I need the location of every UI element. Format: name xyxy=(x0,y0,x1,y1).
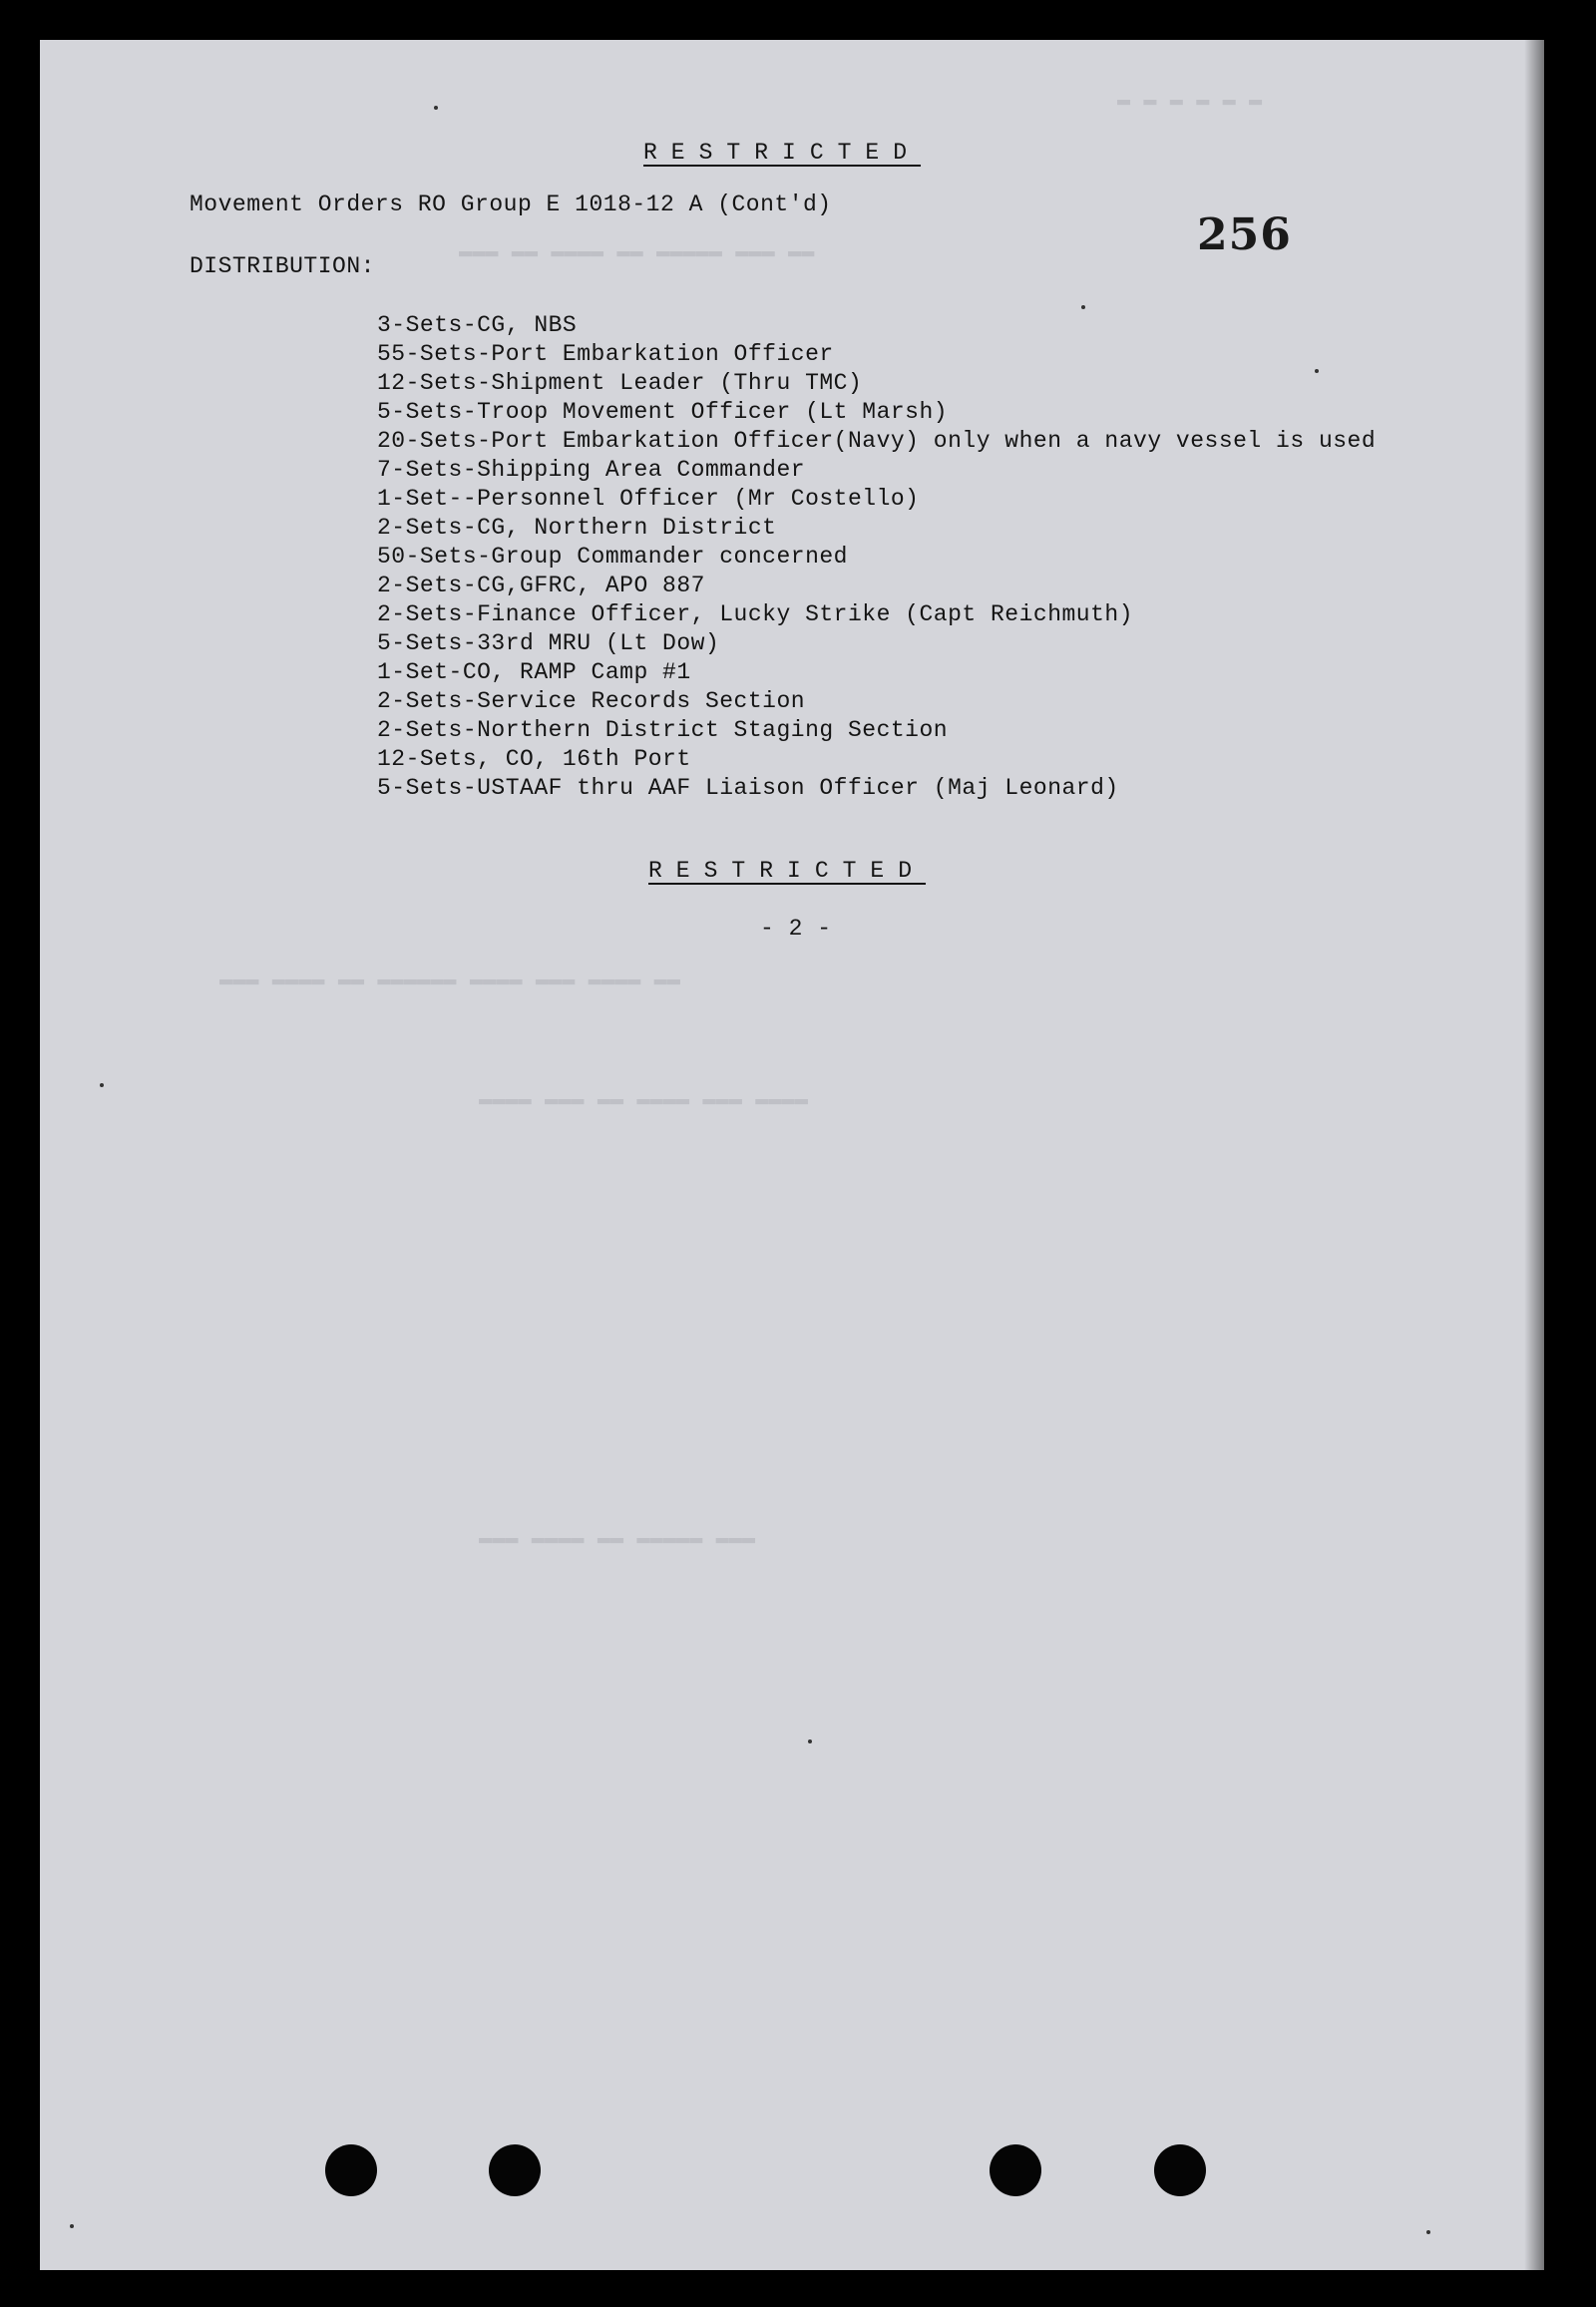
list-item: 2-Sets-CG, Northern District xyxy=(377,515,777,541)
list-item: 1-Set-CO, RAMP Camp #1 xyxy=(377,659,691,685)
speck xyxy=(70,2224,74,2228)
list-item: 20-Sets-Port Embarkation Officer(Navy) only when a navy vessel is used xyxy=(377,428,1377,454)
list-item: 2-Sets-CG,GFRC, APO 887 xyxy=(377,573,705,598)
distribution-label: DISTRIBUTION: xyxy=(190,253,375,279)
page-edge-shadow xyxy=(1524,40,1544,2270)
list-item: 7-Sets-Shipping Area Commander xyxy=(377,457,806,483)
distribution-list xyxy=(377,311,1376,803)
document-page xyxy=(40,40,1544,2270)
page-number: - 2 - xyxy=(760,916,832,942)
bleed-through-text: ▬ ▬ ▬ ▬ ▬ ▬ xyxy=(1117,88,1263,113)
list-item: 2-Sets-Finance Officer, Lucky Strike (Capt Reichmuth) xyxy=(377,601,1134,627)
list-item: 5-Sets-USTAAF thru AAF Liaison Officer (Maj Leonard) xyxy=(377,775,1119,801)
speck xyxy=(1081,305,1085,309)
stamp-number: 256 xyxy=(1197,209,1292,260)
list-item: 1-Set--Personnel Officer (Mr Costello) xyxy=(377,486,920,512)
list-item: 55-Sets-Port Embarkation Officer xyxy=(377,341,834,367)
list-item: 2-Sets-Service Records Section xyxy=(377,688,806,714)
bleed-through-text: ▬▬▬▬ ▬▬▬ ▬▬ ▬▬▬▬ ▬▬▬ ▬▬▬▬ xyxy=(479,1087,809,1112)
speck xyxy=(1426,2230,1430,2234)
speck xyxy=(100,1083,104,1087)
punch-hole xyxy=(1154,2144,1206,2196)
list-item: 5-Sets-33rd MRU (Lt Dow) xyxy=(377,630,720,656)
list-item: 50-Sets-Group Commander concerned xyxy=(377,544,848,570)
list-item: 2-Sets-Northern District Staging Section xyxy=(377,717,949,743)
list-item: 5-Sets-Troop Movement Officer (Lt Marsh) xyxy=(377,399,949,425)
list-item: 3-Sets-CG, NBS xyxy=(377,312,578,338)
document-heading: Movement Orders RO Group E 1018-12 A (Cont'd) xyxy=(190,192,832,217)
punch-hole xyxy=(325,2144,377,2196)
bleed-through-text: ▬▬▬ ▬▬▬▬ ▬▬ ▬▬▬▬▬ ▬▬▬ xyxy=(479,1526,756,1551)
speck xyxy=(808,1739,812,1743)
list-item: 12-Sets, CO, 16th Port xyxy=(377,746,691,772)
bleed-through-text: ▬▬▬ ▬▬ ▬▬▬▬ ▬▬ ▬▬▬▬▬ ▬▬▬ ▬▬ xyxy=(459,239,815,264)
classification-top: RESTRICTED xyxy=(643,140,922,166)
speck xyxy=(1315,369,1319,373)
punch-hole xyxy=(990,2144,1041,2196)
classification-bottom: RESTRICTED xyxy=(648,858,927,884)
punch-hole xyxy=(489,2144,541,2196)
list-item: 12-Sets-Shipment Leader (Thru TMC) xyxy=(377,370,863,396)
speck xyxy=(434,106,438,110)
bleed-through-text: ▬▬▬ ▬▬▬▬ ▬▬ ▬▬▬▬▬▬ ▬▬▬▬ ▬▬▬ ▬▬▬▬ ▬▬ xyxy=(219,967,681,992)
